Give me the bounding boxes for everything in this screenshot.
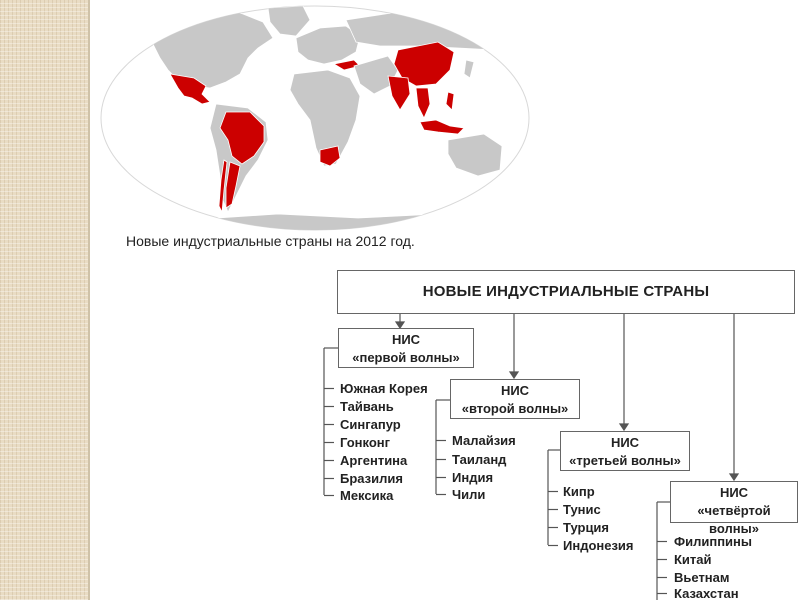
wave-3-box [560,431,690,471]
wave-2-country: Чили [452,487,486,502]
wave-3-country: Индонезия [563,538,634,553]
wave-4-country: Китай [674,552,712,567]
wave-1-country: Мексика [340,488,394,503]
wave-4-country: Казахстан [674,586,739,601]
wave-4-sublabel: «четвёртой волны» [697,503,771,536]
map-caption: Новые индустриальные страны на 2012 год. [126,233,415,249]
wave-4-label: НИС [719,485,749,500]
wave-3-sublabel: «третьей волны» [569,453,681,468]
title-box: НОВЫЕ ИНДУСТРИАЛЬНЫЕ СТРАНЫ [337,270,795,314]
wave-3-label: НИС [610,435,640,450]
arrow-to-wave-3 [620,424,628,430]
wave-2-box [450,379,580,419]
wave-2-country: Таиланд [452,452,507,467]
wave-1-label: НИС [391,332,421,347]
wave-2-label: НИС [500,383,530,398]
wave-1-country: Бразилия [340,471,403,486]
arrow-to-wave-2 [510,372,518,378]
wave-3-country: Турция [563,520,610,535]
wave-2-sublabel: «второй волны» [461,401,569,416]
wave-1-country: Тайвань [340,399,394,414]
wave-4-box [670,481,798,536]
wave-1-box [338,328,474,368]
wave-4-country: Филиппины [674,534,752,549]
wave-2-country: Индия [452,470,494,485]
wave-4-country: Вьетнам [674,570,730,585]
wave-2-country: Малайзия [452,433,516,448]
wave-1-country: Сингапур [340,417,401,432]
wave-1-sublabel: «первой волны» [352,350,460,365]
wave-3-country: Тунис [563,502,601,517]
wave-1-country: Южная Корея [340,381,428,396]
arrow-to-wave-4 [730,474,738,480]
wave-1-country: Гонконг [340,435,391,450]
wave-3-country: Кипр [563,484,595,499]
wave-1-country: Аргентина [340,453,408,468]
